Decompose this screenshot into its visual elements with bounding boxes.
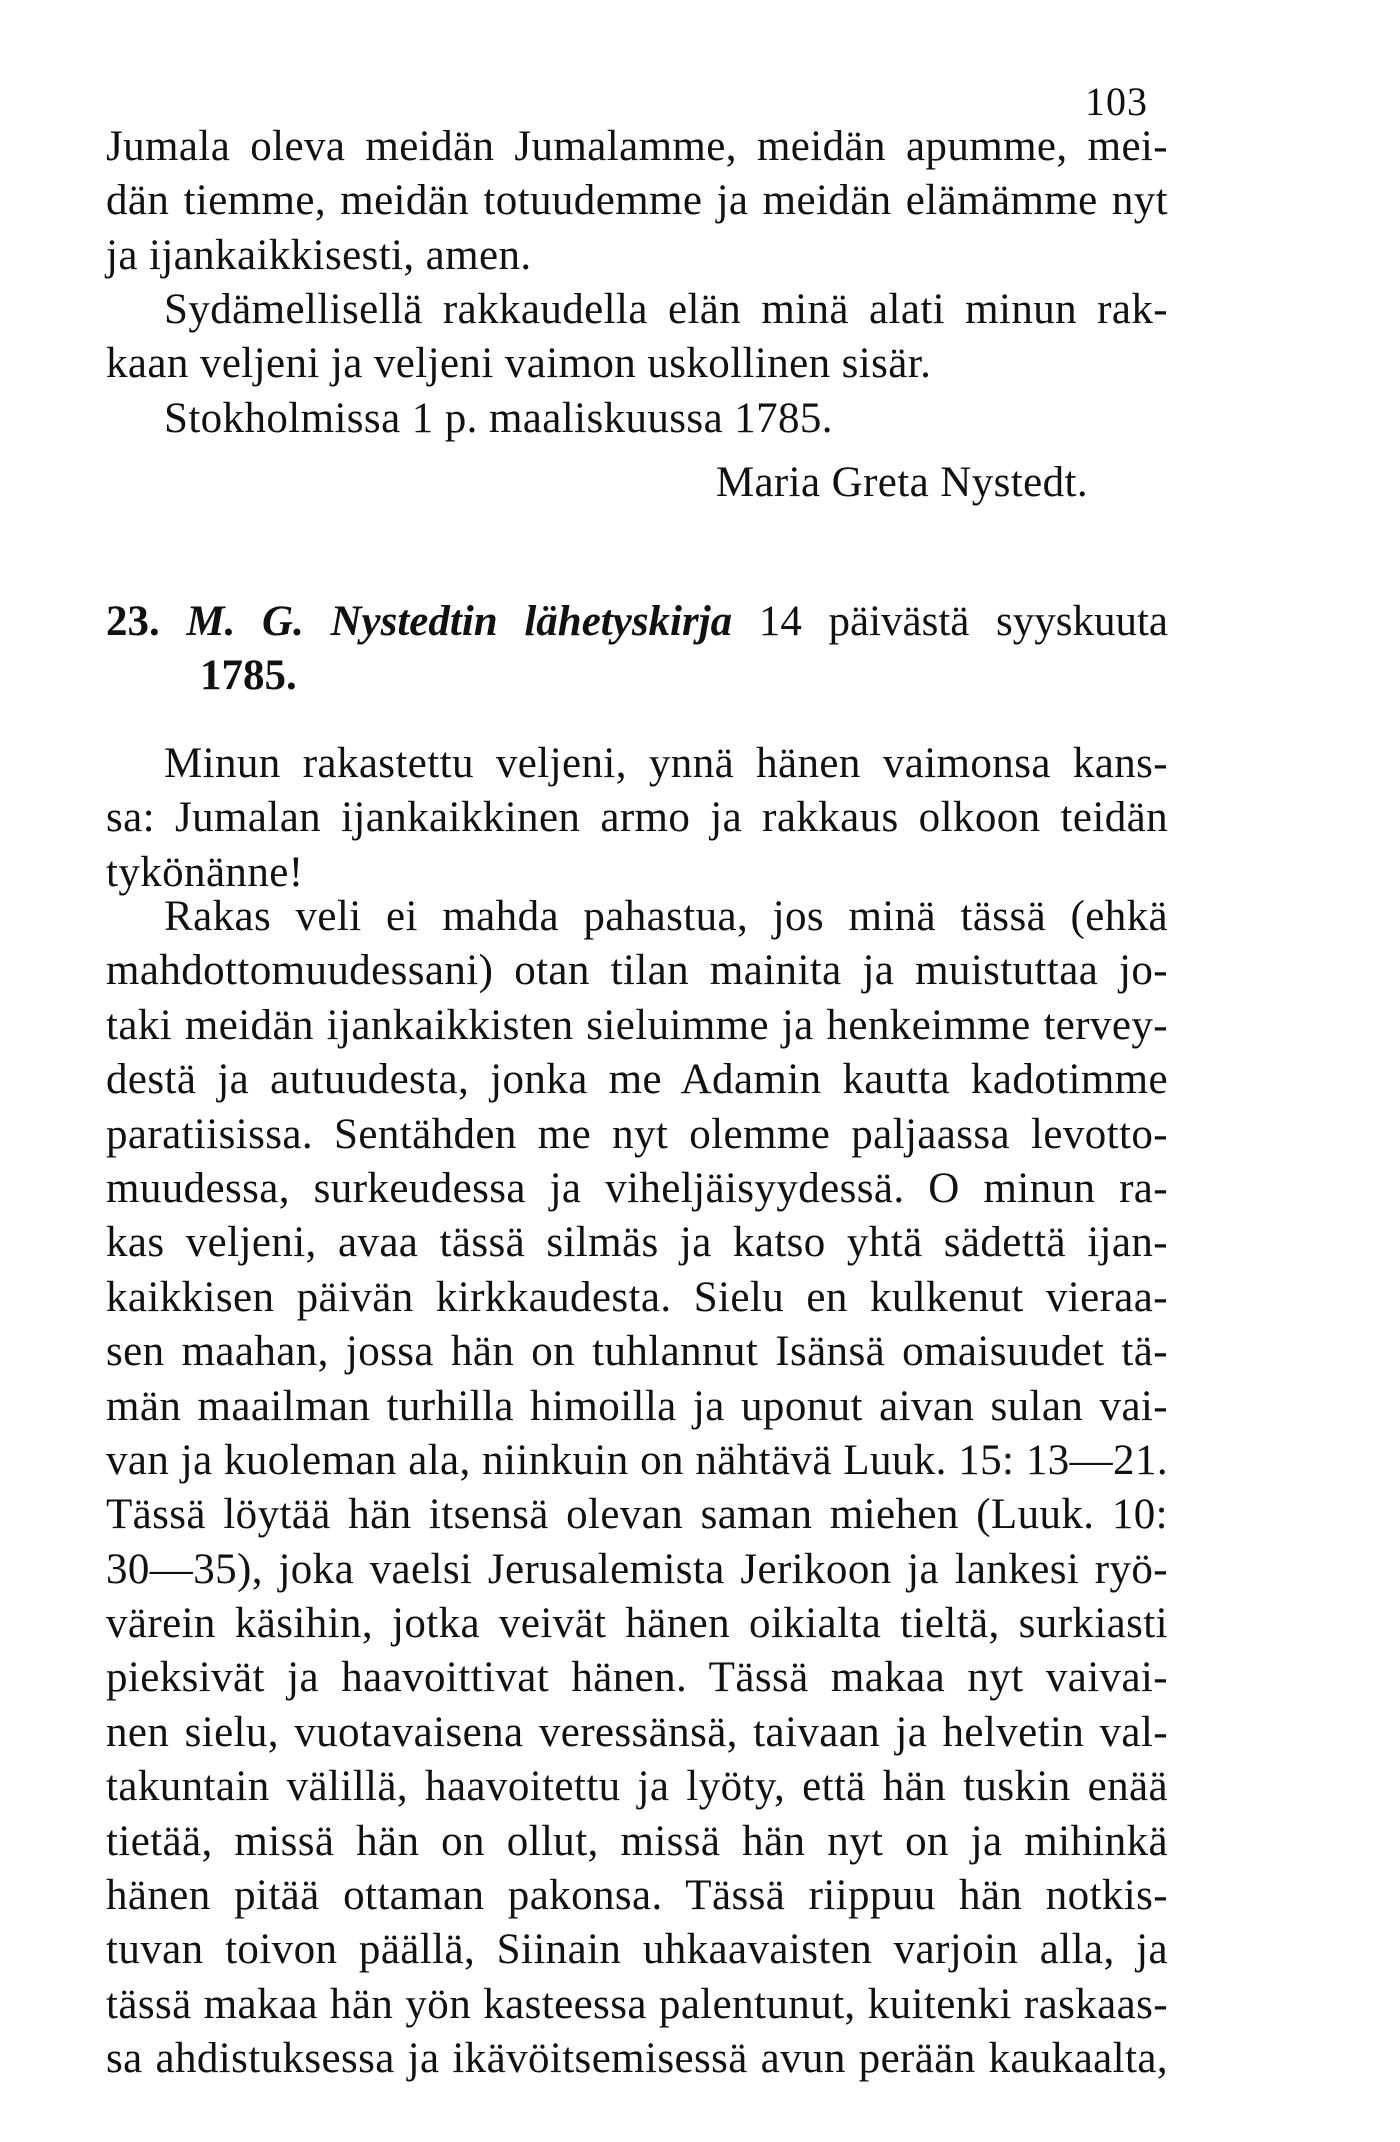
- top-paragraph: [106, 120, 1168, 283]
- page-number: 103: [1085, 79, 1148, 124]
- text-line: mahdottomuudessani) otan tilan mainita ja muistuttaa jo-: [106, 947, 1168, 995]
- text-line: Jumala oleva meidän Jumalamme, meidän apumme, mei-: [106, 123, 1168, 170]
- body-paragraph: [106, 890, 1168, 2087]
- letter-title: M. G. Nystedtin lähetyskirja: [186, 598, 733, 645]
- text-line: destä ja autuudesta, jonka me Adamin kautta kadotimme: [106, 1056, 1168, 1104]
- text-line: män maailman turhilla himoilla ja uponut aivan sulan vai-: [106, 1382, 1168, 1430]
- text-line: kaan veljeni ja veljeni vaimon uskollinen sisär.: [106, 340, 932, 388]
- text-line: sa ahdistuksessa ja ikävöitsemisessä avun perään kaukaalta,: [106, 2035, 1168, 2083]
- text-line: Tässä löytää hän itsensä olevan saman miehen (Luuk. 10:: [106, 1491, 1168, 1539]
- text-line: Minun rakastettu veljeni, ynnä hänen vaimonsa kans-: [164, 740, 1168, 787]
- heading-line: [106, 595, 1168, 649]
- text-line: Rakas veli ei mahda pahastua, jos minä tässä (ehkä: [164, 893, 1168, 940]
- text-line: tietää, missä hän on ollut, missä hän nyt on ja mihinkä: [106, 1817, 1168, 1865]
- letter-number: 23.: [106, 598, 160, 645]
- text-line: 30—35), joka vaelsi Jerusalemista Jerikoon ja lankesi ryö-: [106, 1545, 1168, 1593]
- text-line: hänen pitää ottaman pakonsa. Tässä riippuu hän notkis-: [106, 1872, 1168, 1920]
- letter-year: 1785.: [200, 652, 297, 700]
- signature: Maria Greta Nystedt.: [715, 459, 1088, 506]
- text-line: värein käsihin, jotka veivät hänen oikialta tieltä, surkiasti: [106, 1600, 1168, 1648]
- text-line: tykönänne!: [106, 848, 304, 896]
- text-line: takuntain välillä, haavoitettu ja lyöty, että hän tuskin enää: [106, 1763, 1168, 1811]
- text-line: taki meidän ijankaikkisten sieluimme ja henkeimme tervey-: [106, 1001, 1168, 1049]
- text-line: tässä makaa hän yön kasteessa palentunut, kuitenki raskaas-: [106, 1980, 1168, 2028]
- text-line: tuvan toivon päällä, Siinain uhkaavaisten varjoin alla, ja: [106, 1926, 1168, 1974]
- text-line: kas veljeni, avaa tässä silmäs ja katso yhtä sädettä ijan-: [106, 1219, 1168, 1267]
- text-line: van ja kuoleman ala, niinkuin on nähtävä Luuk. 15: 13—21.: [106, 1436, 1168, 1484]
- text-line: Sydämellisellä rakkaudella elän minä alati minun rak-: [164, 286, 1168, 333]
- text-line: sa: Jumalan ijankaikkinen armo ja rakkaus olkoon teidän: [106, 794, 1168, 842]
- closing-paragraph: [106, 283, 1168, 446]
- salutation: [106, 737, 1168, 900]
- letter-heading: [106, 595, 1168, 704]
- text-line: paratiisissa. Sentähden me nyt olemme paljaassa levotto-: [106, 1110, 1168, 1158]
- letter-date: 14 päivästä syyskuuta: [758, 598, 1169, 645]
- text-line: pieksivät ja haavoittivat hänen. Tässä makaa nyt vaivai-: [106, 1654, 1168, 1702]
- text-line: nen sielu, vuotavaisena veressänsä, taivaan ja helvetin val-: [106, 1708, 1168, 1756]
- text-line: muudessa, surkeudessa ja viheljäisyydessä. O minun ra-: [106, 1164, 1168, 1212]
- text-line: sen maahan, jossa hän on tuhlannut Isänsä omaisuudet tä-: [106, 1328, 1168, 1376]
- text-line: kaikkisen päivän kirkkaudesta. Sielu en kulkenut vieraa-: [106, 1273, 1168, 1321]
- text-line: Stokholmissa 1 p. maaliskuussa 1785.: [164, 394, 833, 442]
- text-line: dän tiemme, meidän totuudemme ja meidän elämämme nyt: [106, 177, 1168, 225]
- text-line: ja ijankaikkisesti, amen.: [106, 231, 532, 279]
